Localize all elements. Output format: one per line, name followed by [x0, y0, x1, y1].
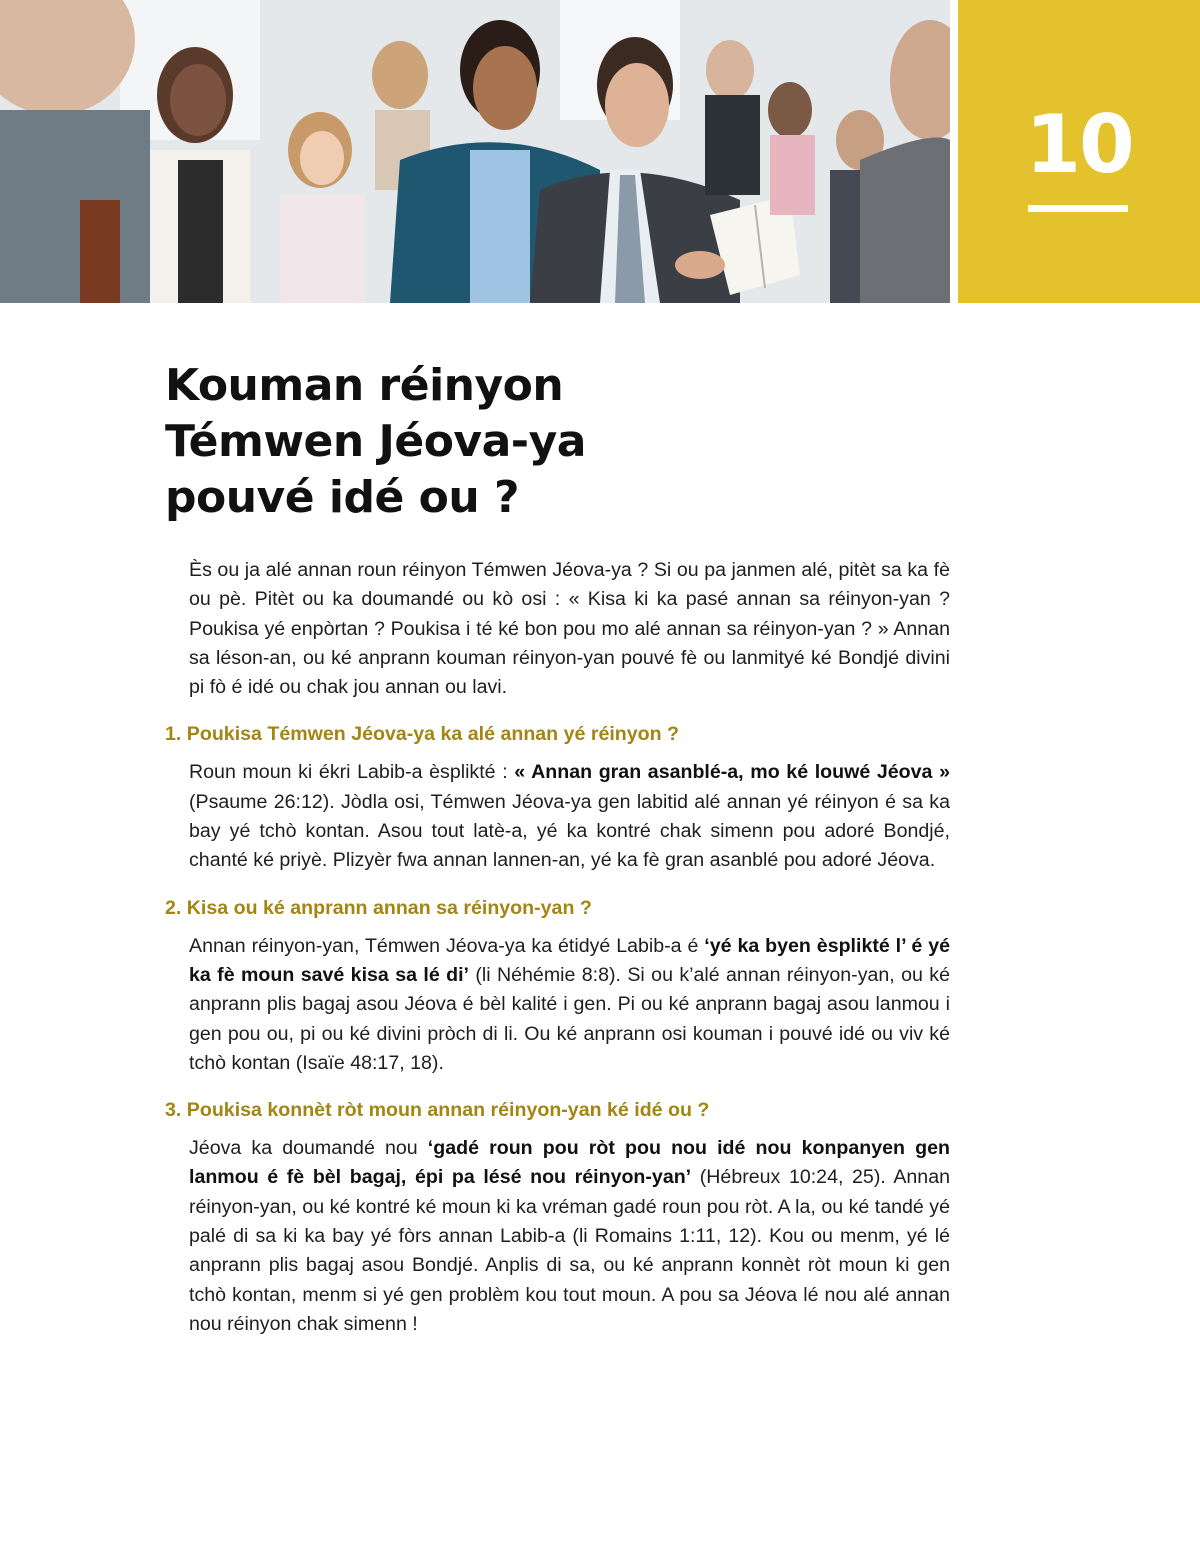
- lesson-number-underline: [1028, 205, 1128, 212]
- answer-2-text-end: (li Néhémie 8:8). Si ou k’alé annan réinyon-yan, ou ké anprann plis bagaj asou Jéova é bèl kalité i gen. Pi ou ké anprann bagaj asou lanmou i gen pou ou, pi ou ké divini pròch di li. Ou ké anprann osi kouman i pouvé idé ou viv ké tchò kontan (Isaïe 48:17, 18).: [189, 963, 950, 1074]
- answer-3-text-end: (Hébreux 10:24, 25). Annan réinyon-yan, ou ké kontré ké moun ki ka vréman gadé roun pou ròt. A la, ou ké tandé yé palé di sa ki ka bay yé fòrs annan Labib-a (li Romains 1:11, 12). Kou ou menm, yé lé anprann plis bagaj asou Bondjé. Anplis di sa, ou ké anprann konnèt ròt moun ki gen tchò kontan, menm si yé gen problèm kou tout moun. A pou sa Jéova lé nou alé annan nou réinyon chak simenn !: [189, 1166, 950, 1335]
- answer-1: [189, 758, 950, 875]
- lesson-number-tab: [958, 0, 1200, 303]
- answer-1-text-start: Roun moun ki ékri Labib-a èsplikté :: [189, 761, 515, 784]
- answer-2-quote: ‘yé ka byen èsplikté l’ é yé ka fè moun savé kisa sa lé di’: [189, 934, 950, 986]
- lesson-number: 10: [1025, 98, 1133, 191]
- question-3: 3. Poukisa konnèt ròt moun annan réinyon-yan ké idé ou ?: [165, 1099, 710, 1122]
- answer-3-quote: ‘gadé roun pou ròt pou nou idé nou konpanyen gen lanmou é fè bèl bagaj, épi pa lésé nou réinyon-yan’: [189, 1137, 950, 1189]
- intro-paragraph: Ès ou ja alé annan roun réinyon Témwen Jéova-ya ? Si ou pa janmen alé, pitèt sa ka fè ou pè. Pitèt ou ka doumandé ou kò osi : « Kisa ki ka pasé annan sa réinyon-yan ? Poukisa yé enpòrtan ? Poukisa i té ké bon pou mo alé annan sa réinyon-yan ? » Annan sa léson-an, ou ké anprann kouman réinyon-yan pouvé fè ou lanmityé ké Bondjé divini pi fò é idé ou chak jou annan ou lavi.: [189, 559, 950, 699]
- answer-3: [189, 1134, 950, 1339]
- answer-3-text-start: Jéova ka doumandé nou: [189, 1137, 428, 1160]
- header-photo: [0, 0, 950, 303]
- answer-2: [189, 932, 950, 1078]
- question-2: 2. Kisa ou ké anprann annan sa réinyon-yan ?: [165, 896, 592, 919]
- page-title: Kouman réinyon Témwen Jéova-ya pouvé idé ou ?: [165, 360, 586, 523]
- congregation-meeting-photo-icon: [0, 0, 950, 303]
- answer-1-quote: « Annan gran asanblé-a, mo ké louwé Jéova »: [514, 761, 950, 784]
- question-1: 1. Poukisa Témwen Jéova-ya ka alé annan yé réinyon ?: [165, 723, 680, 746]
- answer-1-text-end: (Psaume 26:12). Jòdla osi, Témwen Jéova-ya gen labitid alé annan yé réinyon é sa ka bay yé tchò kontan. Asou tout latè-a, yé ka kontré chak simenn pou adoré Bondjé, chanté ké priyè. Plizyèr fwa annan lannen-an, yé ka fè gran asanblé pou adoré Jéova.: [189, 790, 950, 872]
- lesson-content: [165, 556, 950, 1339]
- answer-2-text-start: Annan réinyon-yan, Témwen Jéova-ya ka étidyé Labib-a é: [189, 934, 705, 957]
